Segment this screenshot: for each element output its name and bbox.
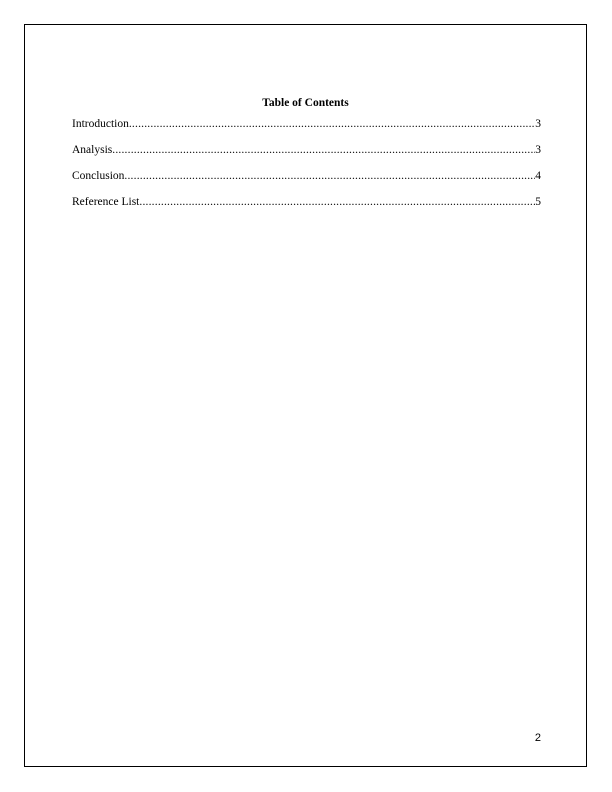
toc-list (72, 116, 541, 220)
page-number: 2 (534, 732, 541, 744)
toc-entry-page: 4 (535, 170, 541, 182)
toc-entry-label: Analysis (72, 144, 113, 156)
toc-title: Table of Contents (262, 97, 349, 109)
toc-entry-page: 3 (535, 118, 541, 130)
toc-dot-leader (124, 168, 535, 184)
toc-dot-leader (129, 116, 535, 132)
toc-entry-analysis[interactable] (72, 142, 541, 168)
toc-entry-label: Conclusion (72, 170, 125, 182)
toc-entry-reference-list[interactable] (72, 194, 541, 220)
toc-dot-leader (139, 194, 535, 210)
toc-dot-leader (112, 142, 535, 158)
toc-entry-label: Introduction (72, 118, 129, 130)
toc-entry-label: Reference List (72, 196, 140, 208)
toc-entry-introduction[interactable] (72, 116, 541, 142)
toc-entry-conclusion[interactable] (72, 168, 541, 194)
toc-entry-page: 5 (535, 196, 541, 208)
toc-entry-page: 3 (535, 144, 541, 156)
